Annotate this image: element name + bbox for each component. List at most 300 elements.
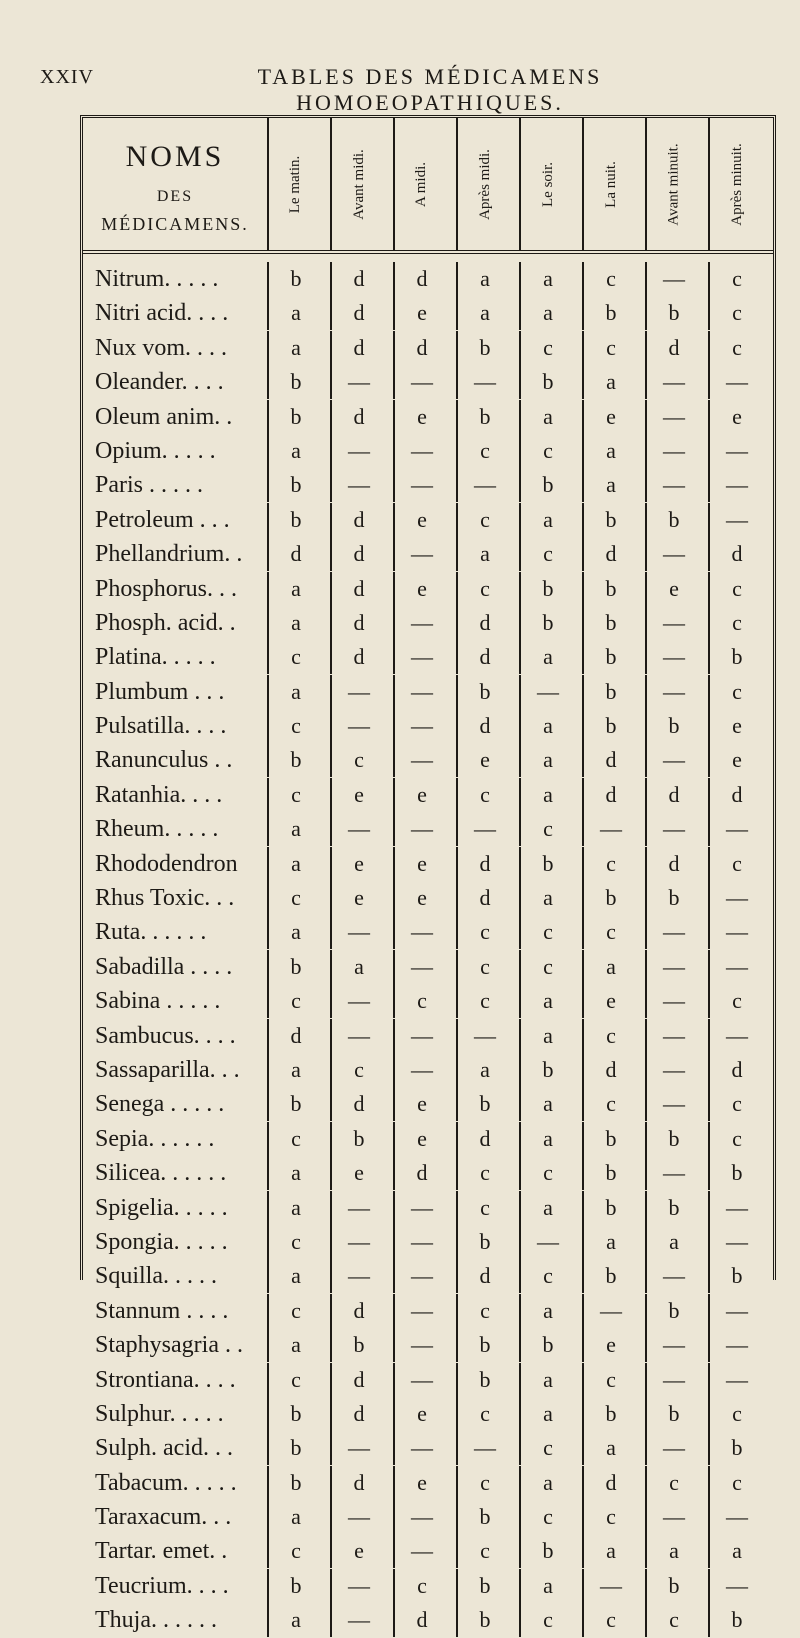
time-code-cell: b bbox=[267, 468, 323, 502]
time-code-cell: d bbox=[267, 537, 323, 571]
time-code-cell: a bbox=[582, 1225, 638, 1259]
time-code-cell: a bbox=[267, 434, 323, 468]
time-code-cell: — bbox=[645, 434, 701, 468]
time-code-cell: — bbox=[330, 709, 386, 743]
time-code-cell: b bbox=[267, 743, 323, 777]
time-code-cell: — bbox=[393, 537, 449, 571]
time-code-cell: b bbox=[645, 1569, 701, 1603]
medicament-name: Ratanhia. . . . bbox=[95, 781, 223, 808]
medicament-name: Nitri acid. . . . bbox=[95, 300, 229, 327]
time-code-cell: — bbox=[645, 400, 701, 434]
table-row bbox=[83, 537, 773, 571]
time-code-cell: a bbox=[267, 1603, 323, 1637]
medicament-name: Staphysagria . . bbox=[95, 1332, 243, 1359]
time-code-cell: d bbox=[330, 1466, 386, 1500]
medicament-name: Thuja. . . . . . bbox=[95, 1607, 217, 1634]
time-code-cell: c bbox=[267, 778, 323, 812]
table-row bbox=[83, 847, 773, 881]
time-code-cell: c bbox=[582, 847, 638, 881]
time-code-cell: d bbox=[456, 606, 512, 640]
time-code-cell: — bbox=[393, 606, 449, 640]
time-code-cell: a bbox=[582, 365, 638, 399]
time-code-cell: c bbox=[519, 434, 575, 468]
time-code-cell: a bbox=[519, 778, 575, 812]
time-code-cell: a bbox=[267, 1191, 323, 1225]
time-code-cell: a bbox=[267, 675, 323, 709]
time-code-cell: a bbox=[519, 1019, 575, 1053]
time-code-cell: b bbox=[582, 296, 638, 330]
medicament-name: Opium. . . . . bbox=[95, 437, 216, 464]
time-code-cell: b bbox=[582, 606, 638, 640]
time-code-cell: c bbox=[708, 331, 764, 365]
time-code-cell: a bbox=[582, 1431, 638, 1465]
time-code-cell: d bbox=[708, 537, 764, 571]
time-code-cell: b bbox=[645, 1122, 701, 1156]
time-code-cell: c bbox=[456, 915, 512, 949]
time-code-cell: b bbox=[582, 709, 638, 743]
time-code-cell: c bbox=[456, 778, 512, 812]
page-header bbox=[0, 58, 800, 115]
time-code-cell: a bbox=[519, 503, 575, 537]
time-code-cell: b bbox=[519, 1534, 575, 1568]
medicament-name: Oleum anim. . bbox=[95, 403, 233, 430]
time-code-cell: — bbox=[708, 468, 764, 502]
time-code-cell: c bbox=[330, 1053, 386, 1087]
time-code-cell: — bbox=[330, 1259, 386, 1293]
medicament-name: Oleander. . . . bbox=[95, 369, 224, 396]
time-code-cell: e bbox=[708, 743, 764, 777]
time-code-cell: c bbox=[456, 1294, 512, 1328]
table-row bbox=[83, 1122, 773, 1156]
medicament-name: Sulphur. . . . . bbox=[95, 1400, 224, 1427]
time-code-cell: d bbox=[330, 331, 386, 365]
time-code-cell: — bbox=[645, 1431, 701, 1465]
time-code-cell: c bbox=[708, 675, 764, 709]
time-code-cell: b bbox=[708, 1259, 764, 1293]
time-code-cell: — bbox=[330, 468, 386, 502]
time-code-cell: d bbox=[645, 778, 701, 812]
time-code-cell: a bbox=[519, 709, 575, 743]
time-code-cell: — bbox=[393, 675, 449, 709]
time-code-cell: e bbox=[393, 572, 449, 606]
time-code-cell: — bbox=[393, 1294, 449, 1328]
time-code-cell: b bbox=[519, 572, 575, 606]
time-code-cell: d bbox=[330, 262, 386, 296]
time-code-cell: c bbox=[708, 847, 764, 881]
time-code-cell: d bbox=[330, 640, 386, 674]
time-code-cell: b bbox=[708, 1603, 764, 1637]
time-code-cell: c bbox=[267, 984, 323, 1018]
medicament-name: Phellandrium. . bbox=[95, 541, 243, 568]
medicament-name: Phosph. acid. . bbox=[95, 609, 236, 636]
time-code-cell: a bbox=[456, 296, 512, 330]
time-code-cell: — bbox=[708, 434, 764, 468]
time-code-cell: — bbox=[456, 468, 512, 502]
time-code-cell: — bbox=[645, 1500, 701, 1534]
medicament-name: Ranunculus . . bbox=[95, 747, 233, 774]
time-code-cell: b bbox=[582, 572, 638, 606]
medicament-name: Sabadilla . . . . bbox=[95, 953, 233, 980]
table-row bbox=[83, 572, 773, 606]
table-row bbox=[83, 1087, 773, 1121]
time-code-cell: a bbox=[267, 1259, 323, 1293]
time-code-cell: d bbox=[456, 709, 512, 743]
time-code-cell: — bbox=[645, 915, 701, 949]
time-code-cell: b bbox=[456, 1363, 512, 1397]
time-code-cell: — bbox=[708, 1191, 764, 1225]
time-code-cell: b bbox=[519, 847, 575, 881]
time-code-cell: — bbox=[645, 1259, 701, 1293]
table-row bbox=[83, 1500, 773, 1534]
table-row bbox=[83, 1019, 773, 1053]
time-code-cell: a bbox=[267, 915, 323, 949]
time-code-cell: — bbox=[330, 812, 386, 846]
time-code-cell: c bbox=[456, 1191, 512, 1225]
time-code-cell: — bbox=[645, 468, 701, 502]
time-code-cell: — bbox=[393, 743, 449, 777]
time-code-cell: b bbox=[708, 1431, 764, 1465]
time-code-cell: — bbox=[582, 1569, 638, 1603]
medicament-name: Sambucus. . . . bbox=[95, 1022, 236, 1049]
time-code-cell: a bbox=[267, 572, 323, 606]
time-code-cell: — bbox=[330, 675, 386, 709]
time-code-cell: b bbox=[456, 1087, 512, 1121]
column-header-a-midi: A midi. bbox=[393, 118, 449, 250]
time-code-cell: d bbox=[330, 503, 386, 537]
medicament-name: Paris . . . . . bbox=[95, 472, 203, 499]
time-code-cell: c bbox=[267, 1534, 323, 1568]
time-code-cell: c bbox=[645, 1603, 701, 1637]
time-code-cell: — bbox=[393, 1053, 449, 1087]
time-code-cell: b bbox=[456, 400, 512, 434]
time-code-cell: — bbox=[708, 365, 764, 399]
column-header-la-nuit: La nuit. bbox=[582, 118, 638, 250]
time-code-cell: b bbox=[519, 1053, 575, 1087]
time-code-cell: b bbox=[582, 1122, 638, 1156]
page-number: XXIV bbox=[40, 66, 94, 88]
time-code-cell: a bbox=[267, 331, 323, 365]
time-code-cell: b bbox=[645, 709, 701, 743]
time-code-cell: c bbox=[456, 1156, 512, 1190]
time-code-cell: a bbox=[267, 1053, 323, 1087]
table-row bbox=[83, 400, 773, 434]
time-code-cell: — bbox=[330, 1225, 386, 1259]
time-code-cell: — bbox=[330, 1603, 386, 1637]
time-code-cell: — bbox=[330, 1569, 386, 1603]
time-code-cell: — bbox=[393, 812, 449, 846]
time-code-cell: d bbox=[582, 778, 638, 812]
time-code-cell: a bbox=[519, 640, 575, 674]
time-code-cell: d bbox=[456, 1122, 512, 1156]
time-code-cell: c bbox=[456, 434, 512, 468]
time-code-cell: d bbox=[456, 640, 512, 674]
time-code-cell: c bbox=[519, 1603, 575, 1637]
table-row bbox=[83, 812, 773, 846]
time-code-cell: — bbox=[393, 434, 449, 468]
medicament-name: Strontiana. . . . bbox=[95, 1366, 236, 1393]
time-code-cell: a bbox=[708, 1534, 764, 1568]
time-code-cell: b bbox=[519, 365, 575, 399]
time-code-cell: b bbox=[582, 881, 638, 915]
medicament-name: Sabina . . . . . bbox=[95, 988, 221, 1015]
time-code-cell: — bbox=[393, 915, 449, 949]
time-code-cell: e bbox=[393, 778, 449, 812]
table-row bbox=[83, 778, 773, 812]
medicament-name: Rheum. . . . . bbox=[95, 816, 219, 843]
time-code-cell: — bbox=[330, 984, 386, 1018]
time-code-cell: c bbox=[267, 881, 323, 915]
time-code-cell: — bbox=[708, 950, 764, 984]
time-code-cell: e bbox=[393, 847, 449, 881]
medicament-name: Pulsatilla. . . . bbox=[95, 713, 227, 740]
time-code-cell: a bbox=[519, 1191, 575, 1225]
time-code-cell: a bbox=[456, 537, 512, 571]
time-code-cell: b bbox=[582, 1259, 638, 1293]
time-code-cell: d bbox=[708, 778, 764, 812]
time-code-cell: d bbox=[330, 1397, 386, 1431]
time-code-cell: — bbox=[393, 709, 449, 743]
medicament-name: Rhododendron bbox=[95, 850, 238, 877]
time-code-cell: e bbox=[393, 400, 449, 434]
time-code-cell: — bbox=[708, 1569, 764, 1603]
time-code-cell: e bbox=[708, 400, 764, 434]
time-code-cell: e bbox=[393, 881, 449, 915]
time-code-cell: a bbox=[519, 1569, 575, 1603]
time-code-cell: b bbox=[645, 1397, 701, 1431]
time-code-cell: c bbox=[330, 743, 386, 777]
time-code-cell: a bbox=[519, 1122, 575, 1156]
time-code-cell: — bbox=[519, 1225, 575, 1259]
time-code-cell: a bbox=[519, 1363, 575, 1397]
time-code-cell: c bbox=[582, 1019, 638, 1053]
time-code-cell: e bbox=[582, 400, 638, 434]
time-code-cell: d bbox=[330, 296, 386, 330]
time-code-cell: a bbox=[267, 812, 323, 846]
time-code-cell: d bbox=[582, 743, 638, 777]
time-code-cell: d bbox=[456, 847, 512, 881]
time-code-cell: b bbox=[645, 1191, 701, 1225]
names-column-header bbox=[83, 118, 267, 250]
table-row bbox=[83, 1053, 773, 1087]
table-row bbox=[83, 468, 773, 502]
time-code-cell: — bbox=[645, 1053, 701, 1087]
time-code-cell: — bbox=[645, 675, 701, 709]
time-code-cell: — bbox=[708, 812, 764, 846]
medicament-name: Sassaparilla. . . bbox=[95, 1056, 240, 1083]
column-header-apres-midi: Après midi. bbox=[456, 118, 512, 250]
time-code-cell: d bbox=[330, 606, 386, 640]
time-code-cell: — bbox=[456, 1431, 512, 1465]
time-code-cell: a bbox=[456, 262, 512, 296]
column-header-avant-minuit: Avant minuit. bbox=[645, 118, 701, 250]
time-code-cell: e bbox=[393, 1122, 449, 1156]
time-code-cell: — bbox=[456, 365, 512, 399]
time-code-cell: e bbox=[582, 984, 638, 1018]
table-row bbox=[83, 950, 773, 984]
table-row bbox=[83, 1156, 773, 1190]
time-code-cell: e bbox=[708, 709, 764, 743]
time-code-cell: b bbox=[645, 881, 701, 915]
time-code-cell: d bbox=[582, 1466, 638, 1500]
medicament-name: Squilla. . . . . bbox=[95, 1263, 218, 1290]
time-code-cell: a bbox=[519, 1397, 575, 1431]
time-code-cell: — bbox=[393, 1191, 449, 1225]
table-row bbox=[83, 365, 773, 399]
medicament-name: Silicea. . . . . . bbox=[95, 1160, 227, 1187]
time-code-cell: a bbox=[645, 1534, 701, 1568]
column-header-le-matin: Le matin. bbox=[267, 118, 323, 250]
time-code-cell: d bbox=[393, 1603, 449, 1637]
time-code-cell: — bbox=[330, 434, 386, 468]
time-code-cell: c bbox=[582, 1500, 638, 1534]
time-code-cell: c bbox=[708, 1087, 764, 1121]
medicament-name: Petroleum . . . bbox=[95, 506, 230, 533]
time-code-cell: — bbox=[708, 915, 764, 949]
table-row bbox=[83, 331, 773, 365]
time-code-cell: c bbox=[582, 1087, 638, 1121]
time-code-cell: — bbox=[393, 640, 449, 674]
time-code-cell: d bbox=[330, 1294, 386, 1328]
time-code-cell: c bbox=[456, 1397, 512, 1431]
time-code-cell: a bbox=[267, 606, 323, 640]
medicament-name: Stannum . . . . bbox=[95, 1297, 229, 1324]
time-code-cell: — bbox=[708, 503, 764, 537]
table-row bbox=[83, 1259, 773, 1293]
medicament-name: Spongia. . . . . bbox=[95, 1228, 228, 1255]
time-code-cell: b bbox=[708, 1156, 764, 1190]
time-code-cell: b bbox=[456, 331, 512, 365]
table-header bbox=[83, 118, 773, 254]
time-code-cell: a bbox=[645, 1225, 701, 1259]
time-code-cell: — bbox=[645, 262, 701, 296]
time-code-cell: — bbox=[393, 1328, 449, 1362]
time-code-cell: d bbox=[456, 1259, 512, 1293]
table-row bbox=[83, 1328, 773, 1362]
time-code-cell: — bbox=[330, 915, 386, 949]
medicament-name: Nitrum. . . . . bbox=[95, 266, 219, 292]
table-row bbox=[83, 262, 773, 296]
time-code-cell: d bbox=[708, 1053, 764, 1087]
table-row bbox=[83, 881, 773, 915]
time-code-cell: — bbox=[645, 950, 701, 984]
time-code-cell: b bbox=[267, 400, 323, 434]
time-code-cell: d bbox=[645, 331, 701, 365]
time-code-cell: b bbox=[456, 1603, 512, 1637]
time-code-cell: d bbox=[582, 1053, 638, 1087]
time-code-cell: c bbox=[519, 331, 575, 365]
time-code-cell: c bbox=[519, 1156, 575, 1190]
table-row bbox=[83, 1191, 773, 1225]
time-code-cell: — bbox=[708, 1294, 764, 1328]
time-code-cell: c bbox=[267, 640, 323, 674]
time-code-cell: c bbox=[456, 503, 512, 537]
time-code-cell: b bbox=[330, 1122, 386, 1156]
table-row bbox=[83, 1225, 773, 1259]
time-code-cell: a bbox=[519, 400, 575, 434]
medicament-name: Nux vom. . . . bbox=[95, 334, 227, 361]
time-code-cell: d bbox=[456, 881, 512, 915]
time-code-cell: a bbox=[582, 1534, 638, 1568]
table-row bbox=[83, 1603, 773, 1637]
time-code-cell: c bbox=[519, 1500, 575, 1534]
time-code-cell: — bbox=[330, 1019, 386, 1053]
time-code-cell: a bbox=[267, 1156, 323, 1190]
time-code-cell: c bbox=[645, 1466, 701, 1500]
time-code-cell: a bbox=[267, 296, 323, 330]
time-code-cell: — bbox=[519, 675, 575, 709]
medicament-name: Taraxacum. . . bbox=[95, 1504, 232, 1531]
time-code-cell: — bbox=[393, 468, 449, 502]
time-code-cell: — bbox=[708, 1500, 764, 1534]
medicament-name: Ruta. . . . . . bbox=[95, 919, 207, 946]
time-code-cell: — bbox=[393, 1500, 449, 1534]
time-code-cell: d bbox=[330, 537, 386, 571]
time-code-cell: b bbox=[267, 950, 323, 984]
time-code-cell: b bbox=[267, 365, 323, 399]
names-header-line2: DES bbox=[156, 188, 194, 205]
time-code-cell: — bbox=[393, 1431, 449, 1465]
time-code-cell: — bbox=[393, 1534, 449, 1568]
time-code-cell: — bbox=[645, 1328, 701, 1362]
table-row bbox=[83, 1569, 773, 1603]
time-code-cell: b bbox=[267, 1397, 323, 1431]
time-code-cell: e bbox=[330, 881, 386, 915]
medicament-name: Sepia. . . . . . bbox=[95, 1125, 215, 1152]
time-code-cell: a bbox=[267, 1328, 323, 1362]
time-code-cell: b bbox=[582, 1156, 638, 1190]
time-code-cell: — bbox=[645, 743, 701, 777]
time-code-cell: — bbox=[393, 950, 449, 984]
time-code-cell: a bbox=[582, 950, 638, 984]
time-code-cell: c bbox=[708, 1397, 764, 1431]
time-code-cell: a bbox=[519, 1466, 575, 1500]
time-code-cell: c bbox=[267, 709, 323, 743]
time-code-cell: c bbox=[519, 812, 575, 846]
time-code-cell: b bbox=[582, 503, 638, 537]
time-code-cell: c bbox=[267, 1363, 323, 1397]
time-code-cell: a bbox=[519, 984, 575, 1018]
time-code-cell: c bbox=[582, 1363, 638, 1397]
time-code-cell: e bbox=[645, 572, 701, 606]
time-code-cell: b bbox=[582, 675, 638, 709]
time-code-cell: — bbox=[393, 1225, 449, 1259]
medicament-name: Sulph. acid. . . bbox=[95, 1435, 233, 1462]
time-code-cell: b bbox=[645, 503, 701, 537]
table-row bbox=[83, 606, 773, 640]
time-code-cell: e bbox=[330, 847, 386, 881]
time-code-cell: b bbox=[582, 1191, 638, 1225]
column-header-le-soir: Le soir. bbox=[519, 118, 575, 250]
time-code-cell: d bbox=[393, 262, 449, 296]
time-code-cell: c bbox=[582, 262, 638, 296]
time-code-cell: — bbox=[456, 1019, 512, 1053]
time-code-cell: b bbox=[267, 1466, 323, 1500]
medicament-name: Spigelia. . . . . bbox=[95, 1194, 228, 1221]
time-code-cell: d bbox=[330, 572, 386, 606]
table-row bbox=[83, 503, 773, 537]
time-code-cell: — bbox=[708, 1363, 764, 1397]
time-code-cell: b bbox=[456, 1225, 512, 1259]
column-header-avant-midi: Avant midi. bbox=[330, 118, 386, 250]
time-code-cell: b bbox=[330, 1328, 386, 1362]
time-code-cell: b bbox=[519, 606, 575, 640]
time-code-cell: c bbox=[456, 984, 512, 1018]
time-code-cell: c bbox=[708, 1122, 764, 1156]
time-code-cell: c bbox=[456, 1534, 512, 1568]
time-code-cell: b bbox=[456, 1569, 512, 1603]
time-code-cell: — bbox=[393, 1363, 449, 1397]
time-code-cell: a bbox=[582, 434, 638, 468]
